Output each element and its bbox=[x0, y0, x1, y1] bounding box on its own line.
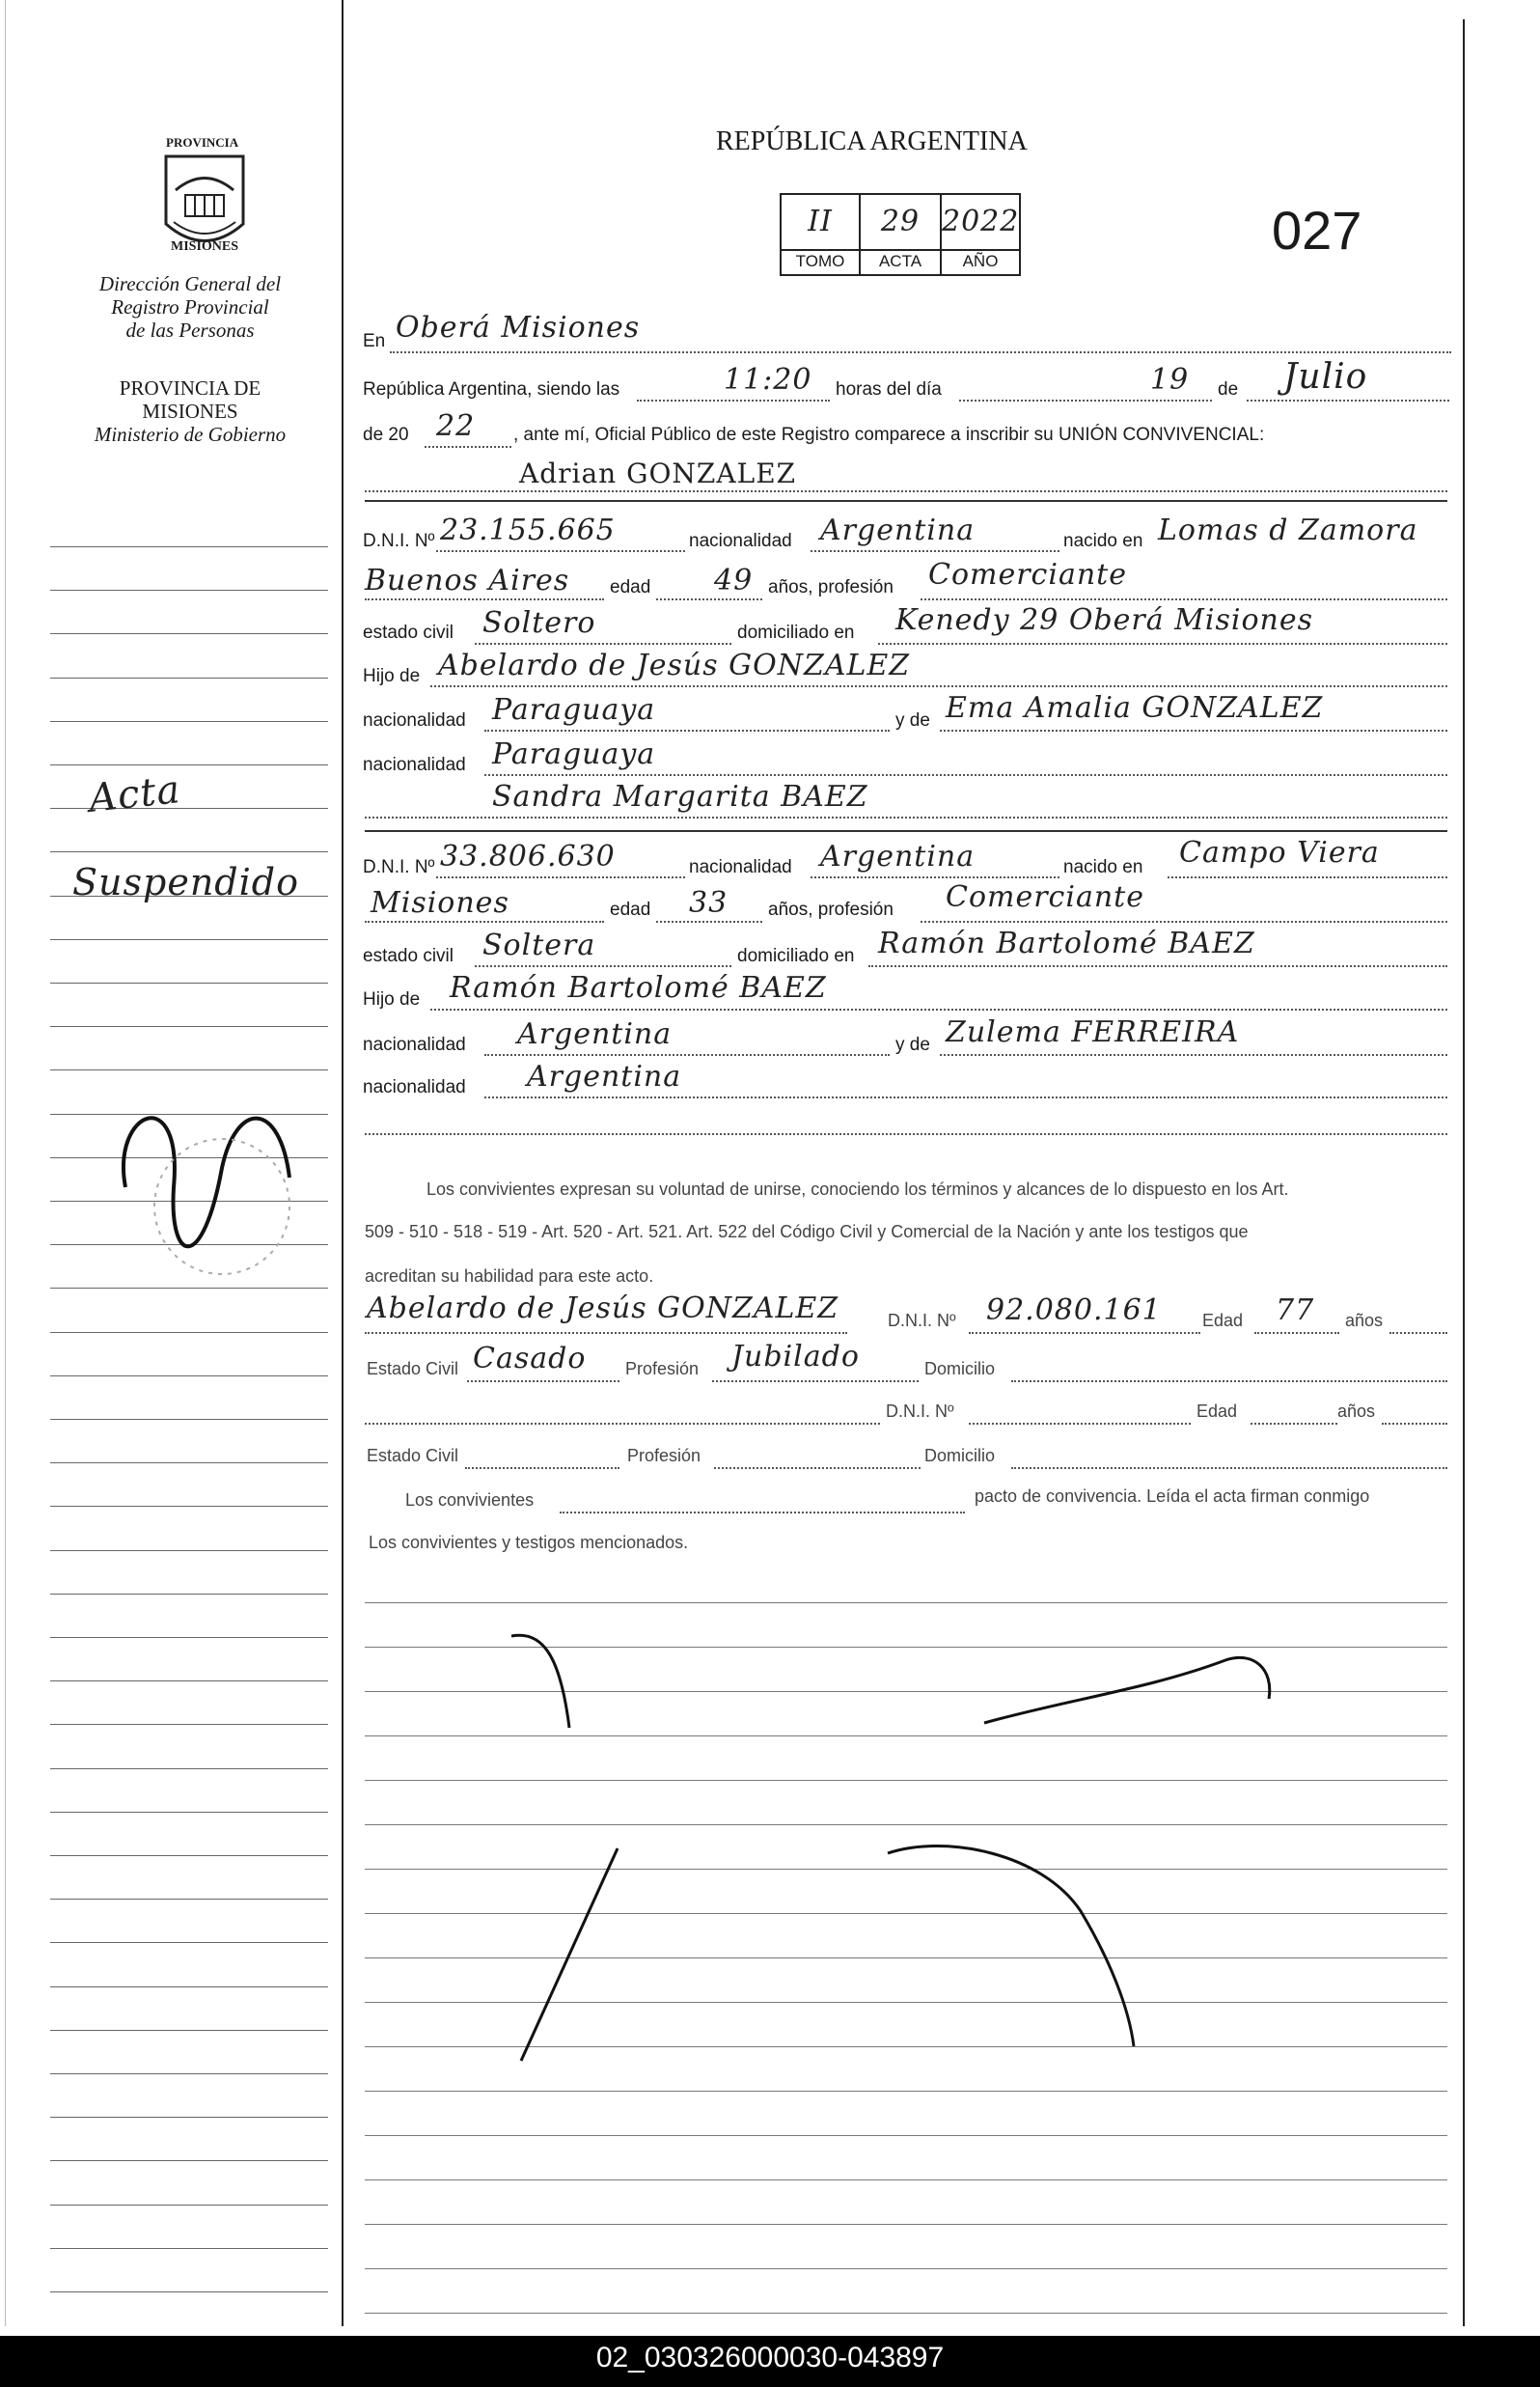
office-line-3: de las Personas bbox=[125, 319, 255, 342]
margin-rule bbox=[50, 1899, 328, 1900]
w1-profesion: Jubilado bbox=[731, 1340, 860, 1374]
tomo-acta-ano-box bbox=[780, 193, 1021, 276]
record-number: 027 bbox=[1272, 200, 1362, 261]
p1-dni-label: D.N.I. Nº bbox=[363, 531, 435, 551]
p2-y-de-label: y de bbox=[895, 1035, 930, 1055]
p1-nacido-1: Lomas d Zamora bbox=[1158, 513, 1418, 547]
margin-rule bbox=[50, 2160, 328, 2161]
hour-value: 11:20 bbox=[724, 363, 812, 397]
p2-padre: Ramón Bartolomé BAEZ bbox=[450, 971, 827, 1005]
p2-edad: 33 bbox=[689, 886, 729, 920]
footer-code: 02_030326000030-043897 bbox=[595, 2342, 945, 2373]
place-value: Oberá Misiones bbox=[396, 311, 641, 345]
margin-rule bbox=[50, 2073, 328, 2074]
ano-label: AÑO bbox=[962, 252, 999, 270]
p2-dni: 33.806.630 bbox=[440, 840, 616, 874]
p2-nacionalidad: Argentina bbox=[820, 840, 976, 874]
margin-rule bbox=[50, 1419, 328, 1420]
margin-rule bbox=[50, 1375, 328, 1376]
p1-edad: 49 bbox=[714, 564, 754, 597]
p2-domicilio-label: domiciliado en bbox=[737, 946, 855, 966]
w2-anos-label: años bbox=[1337, 1402, 1376, 1421]
p1-profesion: Comerciante bbox=[928, 558, 1127, 592]
office-line-2: Registro Provincial bbox=[111, 295, 269, 319]
ministry-name: Ministerio de Gobierno bbox=[94, 423, 287, 446]
p1-dni: 23.155.665 bbox=[440, 513, 616, 547]
p2-profesion: Comerciante bbox=[946, 880, 1144, 914]
w1-edad-label: Edad bbox=[1202, 1311, 1244, 1330]
office-name bbox=[50, 272, 330, 342]
province-line-2: MISIONES bbox=[142, 400, 238, 423]
p1-domicilio-label: domiciliado en bbox=[737, 623, 855, 643]
margin-rule bbox=[50, 633, 328, 634]
p1-nacionalidad: Argentina bbox=[820, 513, 976, 547]
w1-name: Abelardo de Jesús GONZALEZ bbox=[367, 1291, 839, 1325]
margin-rule bbox=[50, 764, 328, 765]
w1-dni: 92.080.161 bbox=[986, 1293, 1162, 1327]
p1-padre: Abelardo de Jesús GONZALEZ bbox=[438, 649, 911, 682]
p1-hijo-label: Hijo de bbox=[363, 666, 421, 686]
margin-rule bbox=[50, 1637, 328, 1638]
p2-nac-madre-label: nacionalidad bbox=[363, 1077, 466, 1097]
signature-rule bbox=[365, 2179, 1447, 2180]
p2-nac-padre: Argentina bbox=[517, 1017, 673, 1051]
p1-madre: Ema Amalia GONZALEZ bbox=[946, 691, 1324, 725]
margin-rule bbox=[50, 1680, 328, 1681]
country-title: REPÚBLICA ARGENTINA bbox=[716, 126, 1028, 156]
signature-rule bbox=[365, 2313, 1447, 2314]
signature-rule bbox=[365, 2224, 1447, 2225]
w2-dni-label: D.N.I. Nº bbox=[886, 1402, 954, 1421]
margin-note-suspendido: Suspendido bbox=[72, 861, 299, 903]
margin-rule bbox=[50, 721, 328, 722]
p2-nacido-1: Campo Viera bbox=[1179, 836, 1380, 870]
p1-nac-madre: Paraguaya bbox=[492, 737, 656, 771]
margin-rule bbox=[50, 546, 328, 547]
legal-line-1: Los convivientes expresan su voluntad de unirse, conociendo los términos y alcances de lo dispuesto en los Art. bbox=[426, 1180, 1289, 1199]
w2-profesion-label: Profesión bbox=[627, 1446, 701, 1465]
p2-estado: Soltera bbox=[482, 929, 596, 962]
p1-nacido-2: Buenos Aires bbox=[365, 564, 570, 597]
p2-nac-madre: Argentina bbox=[527, 1060, 682, 1094]
margin-rule bbox=[50, 2205, 328, 2206]
margin-rule bbox=[50, 2248, 328, 2249]
en-label: En bbox=[363, 331, 386, 351]
p1-nac-padre-label: nacionalidad bbox=[363, 710, 466, 731]
p2-nacido-2: Misiones bbox=[371, 886, 509, 920]
p2-nac-padre-label: nacionalidad bbox=[363, 1035, 466, 1055]
margin-note-acta: Acta bbox=[86, 767, 183, 821]
margin-rule bbox=[50, 851, 328, 852]
right-border bbox=[1463, 19, 1465, 2326]
legal-line-3: acreditan su habilidad para este acto. bbox=[365, 1266, 654, 1286]
p2-profesion-label: años, profesión bbox=[768, 900, 894, 920]
w2-estado-label: Estado Civil bbox=[367, 1446, 459, 1465]
margin-rule bbox=[50, 1332, 328, 1333]
left-border bbox=[5, 0, 6, 2326]
p2-nacionalidad-label: nacionalidad bbox=[689, 857, 792, 877]
p1-nacionalidad-label: nacionalidad bbox=[689, 531, 792, 551]
p1-edad-label: edad bbox=[610, 577, 651, 597]
day-value: 19 bbox=[1150, 363, 1190, 397]
margin-signature bbox=[77, 1023, 328, 1322]
province-line-1: PROVINCIA DE bbox=[119, 376, 261, 400]
w1-estado-label: Estado Civil bbox=[367, 1359, 459, 1378]
margin-rule bbox=[50, 1594, 328, 1595]
w1-anos-label: años bbox=[1345, 1311, 1384, 1330]
statement-text: , ante mí, Oficial Público de este Registro comparece a inscribir su UNIÓN CONVIVENCIAL: bbox=[513, 425, 1265, 445]
margin-divider bbox=[342, 0, 344, 2326]
margin-rule bbox=[50, 1506, 328, 1507]
seal-text-bottom: MISIONES bbox=[171, 239, 239, 254]
p1-nacido-label: nacido en bbox=[1063, 531, 1143, 551]
p2-hijo-label: Hijo de bbox=[363, 989, 421, 1010]
signature-marks bbox=[347, 1583, 1457, 2162]
province-name bbox=[50, 376, 330, 446]
p2-nacido-label: nacido en bbox=[1063, 857, 1143, 877]
margin-rule bbox=[50, 590, 328, 591]
year-suffix: 22 bbox=[436, 409, 476, 443]
p1-domicilio: Kenedy 29 Oberá Misiones bbox=[895, 603, 1313, 637]
w1-edad: 77 bbox=[1276, 1293, 1315, 1327]
legal-line-2: 509 - 510 - 518 - 519 - Art. 520 - Art. 521. Art. 522 del Código Civil y Comercial de la Nación y ante los testigos que bbox=[365, 1222, 1249, 1241]
de-label: de bbox=[1218, 379, 1239, 400]
margin-rule bbox=[50, 1812, 328, 1813]
margin-rule bbox=[50, 1550, 328, 1551]
p1-estado: Soltero bbox=[482, 606, 596, 640]
w2-domicilio-label: Domicilio bbox=[924, 1446, 996, 1465]
margin-rule bbox=[50, 1724, 328, 1725]
margin-rule bbox=[50, 983, 328, 984]
seal-text-top: PROVINCIA bbox=[166, 135, 239, 150]
person2-name: Sandra Margarita BAEZ bbox=[492, 780, 868, 814]
margin-rule bbox=[50, 1768, 328, 1769]
tomo-value: II bbox=[808, 205, 833, 238]
margin-rule bbox=[50, 2030, 328, 2031]
year-prefix: de 20 bbox=[363, 425, 409, 445]
margin-rule bbox=[50, 1942, 328, 1943]
month-value: Julio bbox=[1283, 357, 1368, 397]
margin-rule bbox=[50, 2291, 328, 2292]
p2-dni-label: D.N.I. Nº bbox=[363, 857, 435, 877]
margin-rule bbox=[50, 2117, 328, 2118]
closing-line-2: Los convivientes y testigos mencionados. bbox=[369, 1533, 689, 1552]
margin-rule bbox=[50, 1986, 328, 1987]
margin-rule bbox=[50, 1462, 328, 1463]
signature-rule bbox=[365, 2268, 1447, 2269]
p2-estado-label: estado civil bbox=[363, 946, 454, 966]
w2-edad-label: Edad bbox=[1196, 1402, 1238, 1421]
w1-estado: Casado bbox=[473, 1342, 587, 1375]
acta-value: 29 bbox=[880, 205, 921, 238]
p1-y-de-label: y de bbox=[895, 710, 930, 731]
p1-nac-madre-label: nacionalidad bbox=[363, 755, 466, 775]
tomo-label: TOMO bbox=[795, 252, 845, 270]
w1-dni-label: D.N.I. Nº bbox=[888, 1311, 956, 1330]
closing-line-1a: Los convivientes bbox=[405, 1490, 535, 1510]
w1-domicilio-label: Domicilio bbox=[924, 1359, 996, 1378]
p2-domicilio: Ramón Bartolomé BAEZ bbox=[878, 927, 1255, 960]
margin-rule bbox=[50, 1855, 328, 1856]
margin-rule bbox=[50, 939, 328, 940]
p1-nac-padre: Paraguaya bbox=[492, 693, 656, 727]
p2-edad-label: edad bbox=[610, 900, 651, 920]
acta-label: ACTA bbox=[878, 252, 922, 270]
margin-rule bbox=[50, 678, 328, 679]
p1-profesion-label: años, profesión bbox=[768, 577, 894, 597]
closing-line-1b: pacto de convivencia. Leída el acta firman conmigo bbox=[975, 1486, 1370, 1506]
w1-profesion-label: Profesión bbox=[625, 1359, 700, 1378]
person1-name: Adrian GONZALEZ bbox=[519, 458, 797, 489]
p2-madre: Zulema FERREIRA bbox=[946, 1015, 1240, 1049]
office-line-1: Dirección General del bbox=[98, 272, 282, 295]
p1-estado-label: estado civil bbox=[363, 623, 454, 643]
ano-value: 2022 bbox=[942, 205, 1020, 238]
horas-label: horas del día bbox=[836, 379, 942, 400]
republica-label: República Argentina, siendo las bbox=[363, 379, 620, 400]
